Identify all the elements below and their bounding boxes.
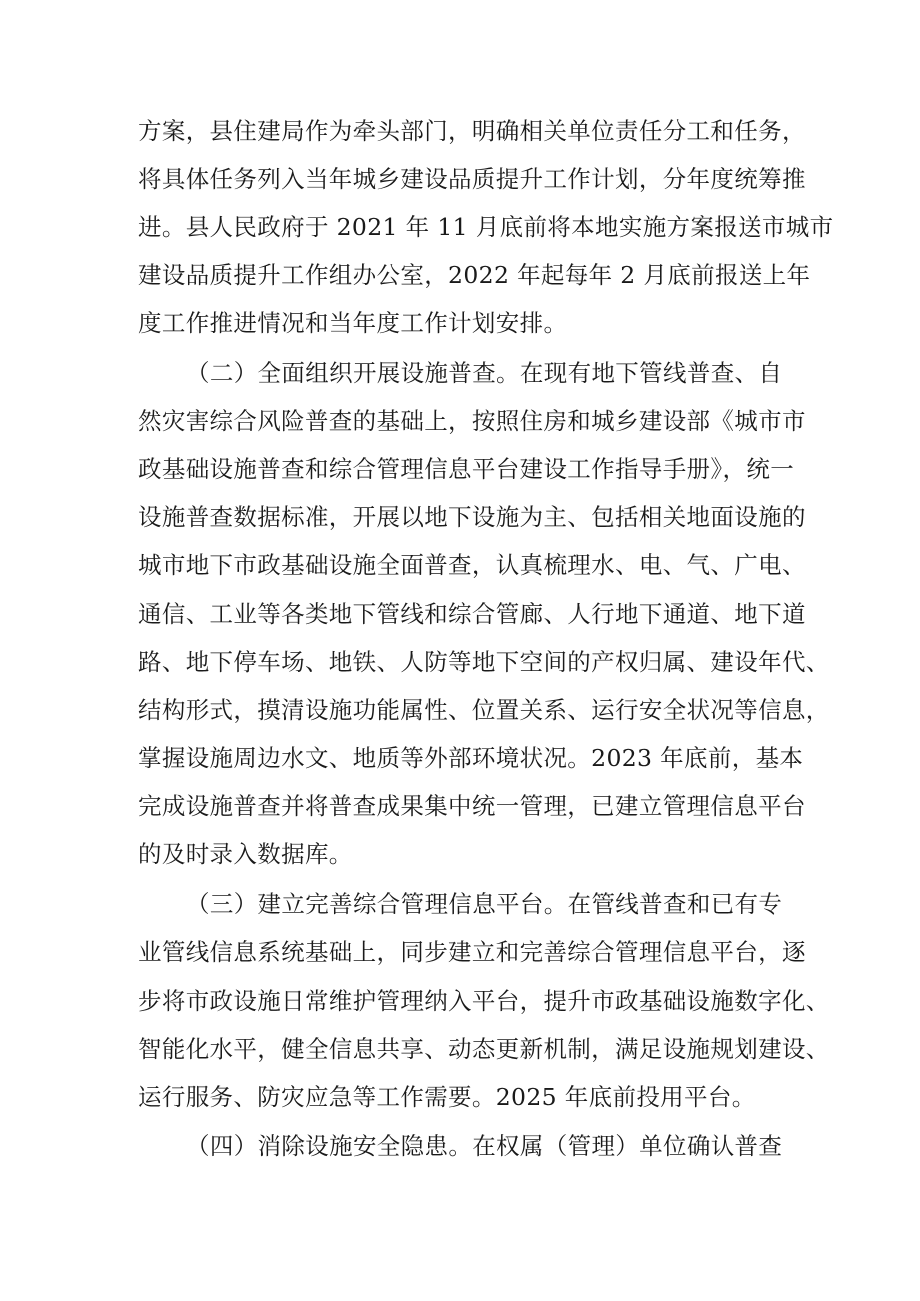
text-line: （四）消除设施安全隐患。在权属（管理）单位确认普查 bbox=[186, 1132, 783, 1160]
text-line: （三）建立完善综合管理信息平台。在管线普查和已有专 bbox=[186, 890, 783, 918]
text-line: 将具体任务列入当年城乡建设品质提升工作计划，分年度统筹推 bbox=[138, 165, 806, 193]
text-line: 度工作推进情况和当年度工作计划安排。 bbox=[138, 309, 568, 337]
text-line: 业管线信息系统基础上，同步建立和完善综合管理信息平台，逐 bbox=[138, 938, 806, 966]
text-line: 然灾害综合风险普查的基础上，按照住房和城乡建设部《城市市 bbox=[138, 407, 806, 435]
text-line: 智能化水平，健全信息共享、动态更新机制，满足设施规划建设、 bbox=[138, 1035, 830, 1063]
text-line: 的及时录入数据库。 bbox=[138, 840, 353, 868]
text-line: 设施普查数据标准，开展以地下设施为主、包括相关地面设施的 bbox=[138, 503, 806, 531]
text-line: 通信、工业等各类地下管线和综合管廊、人行地下通道、地下道 bbox=[138, 600, 806, 628]
text-line: 步将市政设施日常维护管理纳入平台，提升市政基础设施数字化、 bbox=[138, 987, 830, 1015]
text-line: 方案，县住建局作为牵头部门，明确相关单位责任分工和任务， bbox=[138, 117, 806, 145]
text-line: 进。县人民政府于 2021 年 11 月底前将本地实施方案报送市城市 bbox=[138, 213, 834, 241]
text-line: （二）全面组织开展设施普查。在现有地下管线普查、自 bbox=[186, 359, 783, 387]
text-line: 掌握设施周边水文、地质等外部环境状况。2023 年底前，基本 bbox=[138, 744, 804, 772]
text-line: 结构形式，摸清设施功能属性、位置关系、运行安全状况等信息， bbox=[138, 696, 830, 724]
text-line: 运行服务、防灾应急等工作需要。2025 年底前投用平台。 bbox=[138, 1083, 756, 1111]
text-line: 政基础设施普查和综合管理信息平台建设工作指导手册》，统一 bbox=[138, 455, 795, 483]
text-line: 路、地下停车场、地铁、人防等地下空间的产权归属、建设年代、 bbox=[138, 648, 830, 676]
text-line: 完成设施普查并将普查成果集中统一管理，已建立管理信息平台 bbox=[138, 792, 806, 820]
text-line: 建设品质提升工作组办公室，2022 年起每年 2 月底前报送上年 bbox=[138, 261, 811, 289]
text-line: 城市地下市政基础设施全面普查，认真梳理水、电、气、广电、 bbox=[138, 551, 806, 579]
